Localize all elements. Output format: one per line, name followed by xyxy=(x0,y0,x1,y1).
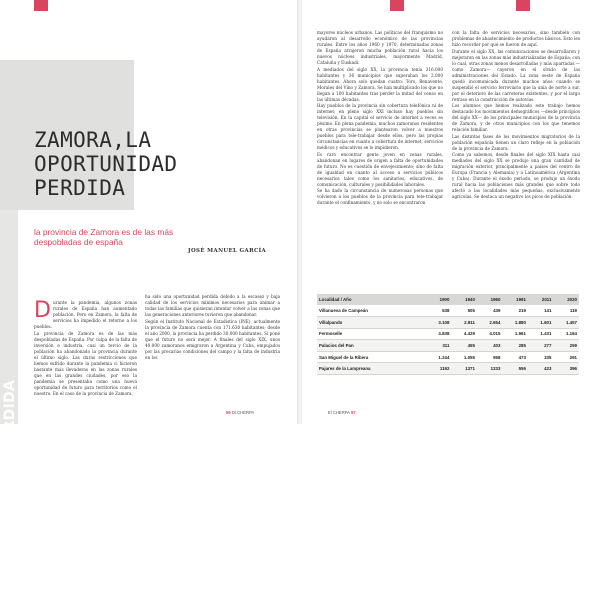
dropcap: D xyxy=(34,298,51,323)
folio-left xyxy=(226,410,254,415)
table-cell: 2.654 xyxy=(477,317,503,329)
table-cell: Villalpando xyxy=(317,317,426,329)
table-cell: Fermoselle xyxy=(317,328,426,340)
table-cell: 259 xyxy=(553,340,579,352)
table-cell: 423 xyxy=(528,363,554,375)
red-tab-right-2 xyxy=(516,0,530,11)
table-header: 1940 xyxy=(451,294,477,305)
table-row xyxy=(317,340,579,352)
table-header: 1900 xyxy=(426,294,452,305)
table-cell: 396 xyxy=(553,363,579,375)
paragraph: Como ya sabemos, desde finales del siglo XIX hasta casi mediados del siglo XX se produjo una gran cantidad de migración exterior, principalmente a países del centro de Europa (Francia y Alemania) y a Latinoamérica (Argentina y Cuba). Durante el éxodo periodo, se produjo un éxodo rural hacia las poblaciones más grandes que sobre todo afectó a las localidades más pequeñas, exclusivamente agrícolas. Se destaca un negativo los picos de población. xyxy=(452,152,580,199)
page-number: 57 xyxy=(350,410,356,415)
table-cell: 335 xyxy=(528,351,554,363)
table-header: 2011 xyxy=(528,294,554,305)
table-cell: 1.164 xyxy=(553,328,579,340)
table-row xyxy=(317,305,579,317)
table-cell: Palacios del Pan xyxy=(317,340,426,352)
table-row xyxy=(317,317,579,329)
population-table xyxy=(317,294,579,375)
table-cell: San Miguel de la Ribera xyxy=(317,351,426,363)
table-cell: 1192 xyxy=(426,363,452,375)
headline-line-3: PERDIDA xyxy=(34,176,126,200)
paragraph: A mediados del siglo XX, la provincia tenía 316.000 habitantes y 36 municipios que superaban los 2.000 habitantes. Ahora solo quedan cuatro: Toro, Benavente, Morales del Vino y Zamora. Se han multiplicado los que no llegan a 100 habitantes tras perder la mitad del censo en las últimas décadas. xyxy=(317,66,443,102)
table-header-row xyxy=(317,294,579,305)
population-table-grid xyxy=(317,294,579,375)
paragraph: mayores núcleos urbanos. Las políticas del franquismo no ayudaron al desarrollo económico de las provincias rurales. Entre los años 1960 y 1970, determinadas zonas de España atrajeron mucha población rural hacia los nuevos núcleos industriales, mayormente Madrid, Cataluña y Euskadi. xyxy=(317,30,443,65)
table-cell: 538 xyxy=(426,305,452,317)
table-cell: Pajares de la Lampreana xyxy=(317,363,426,375)
left-column-2 xyxy=(145,294,280,361)
table-cell: 1.055 xyxy=(451,351,477,363)
table-cell: 505 xyxy=(451,305,477,317)
vertical-band xyxy=(0,210,18,602)
paragraph: La provincia de Zamora es de las más despobladas de España. Por culpa de la falta de inversión e industria, casi un tercio de la población ha abandonado la provincia durante el último siglo. Las duras restricciones que hemos sufrido durante la pandemia ci hicieron bastante más llevaderas en las zonas rurales que en las grandes ciudades, por eso la pandemia se presentaba como una nueva oportunidad de futuro para territorios como el nuestro. En el caso de la provincia de Zamora, xyxy=(34,330,137,396)
table-header: 1991 xyxy=(502,294,528,305)
paragraph: Durante el siglo XX, las comunicaciones se desarrollaron y mejoraron en las zonas más industrializadas de España; con lo cual, otras zonas menos desarrolladas y más apartadas —como Zamora— cayeron en el olvido de las administraciones del Estado. La zona oeste de España quedó incomunicada durante muchos años cuando se suspendió el servicio ferroviario que la unía de norte a sur, por el deterioro de las carreteras existentes, y por el largo retraso en la construcción de autovías. xyxy=(452,48,580,102)
table-cell: 1.457 xyxy=(553,317,579,329)
paragraph: Es raro encontrar gente joven en zonas rurales, abandonan en lugares de origen a falta de oportunidades de futuro. No es cuestión de envejecimiento; sino de falta de igualdad en cuanto al acceso a servicios públicos necesarios tales como los sanitarios, educativos, de comunicación, culturales y posibilidades laborales. xyxy=(317,151,443,187)
table-cell: 4.838 xyxy=(426,328,452,340)
headline-line-1: ZAMORA,LA xyxy=(34,128,152,152)
magazine-name: Dr.CHERPA xyxy=(231,410,255,415)
table-cell: 219 xyxy=(502,305,528,317)
paragraph: Las distintas fases de los movimientos migratorios de la población española tienen un claro reflejo en la población de la provincia de Zamora. xyxy=(452,133,580,151)
paragraph: Los alumnos que hemos realizado este trabajo hemos destacado los movimientos demográficos —desde principios del siglo XX— de los principales municipios de la provincia de Zamora, y de otros municipios con los que tenemos relación familiar. xyxy=(452,103,580,132)
right-column-1 xyxy=(317,30,443,207)
page-number: 56 xyxy=(226,410,231,415)
headline-line-2: OPORTUNIDAD xyxy=(34,152,178,176)
table-header: 2020 xyxy=(553,294,579,305)
left-column-1 xyxy=(34,300,137,397)
table-cell: 119 xyxy=(553,305,579,317)
table-cell: 1371 xyxy=(451,363,477,375)
table-cell: 1.880 xyxy=(502,317,528,329)
table-cell: 311 xyxy=(426,340,452,352)
paragraph-text: urante la pandemia, algunos zonas rurales de España han aumentado población. Pero en Zamora, la falta de servicios ha impedido el retorno a los pueblos. xyxy=(34,300,137,329)
vertical-title: LA OPORTUNIDAD PERDIDA xyxy=(2,379,18,602)
right-column-2 xyxy=(452,30,580,201)
table-cell: 1.244 xyxy=(426,351,452,363)
table-row xyxy=(317,363,579,375)
table-header: 1960 xyxy=(477,294,503,305)
table-cell: 4.429 xyxy=(451,328,477,340)
table-cell: 141 xyxy=(528,305,554,317)
table-cell: 1.431 xyxy=(528,328,554,340)
left-page xyxy=(0,0,298,602)
table-cell: 556 xyxy=(502,363,528,375)
red-tab-left xyxy=(34,0,48,11)
table-cell: 3.108 xyxy=(426,317,452,329)
paragraph: Hay pueblos de la provincia sin cobertura telefónica ni de internet; en pleno siglo XXI incluso hay pueblos sin televisión. En la capital el servicio de internet a veces es pésimo. En plena pandemia, muchos zamoranos residentes en otras provincias se plantearon volver a nuestros pueblos para tele-trabajar desde ellos, pero las propias circunstancias en cuanto a cobertura de internet, servicios médicos y educativos se lo impidieron. xyxy=(317,103,443,150)
table-row xyxy=(317,328,579,340)
headline xyxy=(34,128,280,200)
table-row xyxy=(317,351,579,363)
table-cell: 291 xyxy=(553,351,579,363)
table-cell: 1.961 xyxy=(502,328,528,340)
byline: JOSÉ MANUEL GARCÍA xyxy=(188,248,267,254)
deck: la provincia de Zamora es de las más despobladas de españa xyxy=(34,227,174,247)
paragraph: Según el Instituto Nacional de Estadística (INE), actualmente la provincia de Zamora cuenta con 171.630 habitantes; desde el año 2000, la provincia ha perdido 30.000 habitantes. Si poné que el futuro no será mejor. A finales del siglo XIX, unos 40.000 zamoranos emigraron a Argentina y Cuba, empujados por las precarias condiciones del campo y la falta de industria en los xyxy=(145,318,280,360)
table-cell: 958 xyxy=(477,351,503,363)
table-cell: 1233 xyxy=(477,363,503,375)
folio-right xyxy=(328,410,356,415)
paragraph: ha sido una oportunidad perdida debido a la escasez y baja calidad de los servicios mínimos necesarios para animar a todas las familias que quisieran intentar volver a las zonas que las generaciones anteriores tuvieron que abandonar. xyxy=(145,294,280,317)
red-tab-right-1 xyxy=(390,0,404,11)
paragraph: con la falta de servicios necesarios, sino también con problemas de abastecimiento de productos básicos. Esto les hizo recorder por qué se fueron de aquí. xyxy=(452,30,580,47)
table-cell: 403 xyxy=(477,340,503,352)
table-cell: 455 xyxy=(451,340,477,352)
table-cell: 439 xyxy=(477,305,503,317)
table-cell: Villanueva de Campeán xyxy=(317,305,426,317)
table-cell: 1.601 xyxy=(528,317,554,329)
table-cell: 2.811 xyxy=(451,317,477,329)
table-cell: 473 xyxy=(502,351,528,363)
table-header: Localidad / Año xyxy=(317,294,426,305)
magazine-name: El CHERPA xyxy=(328,410,350,415)
table-cell: 4.015 xyxy=(477,328,503,340)
table-cell: 285 xyxy=(502,340,528,352)
paragraph: Se ha dado la circunstancia de numerosas personas que volvieron a los pueblos de la provincia para tele-trabajar durante el confinamiento, y no solo se encontraron xyxy=(317,188,443,205)
paragraph xyxy=(34,300,137,330)
table-cell: 277 xyxy=(528,340,554,352)
